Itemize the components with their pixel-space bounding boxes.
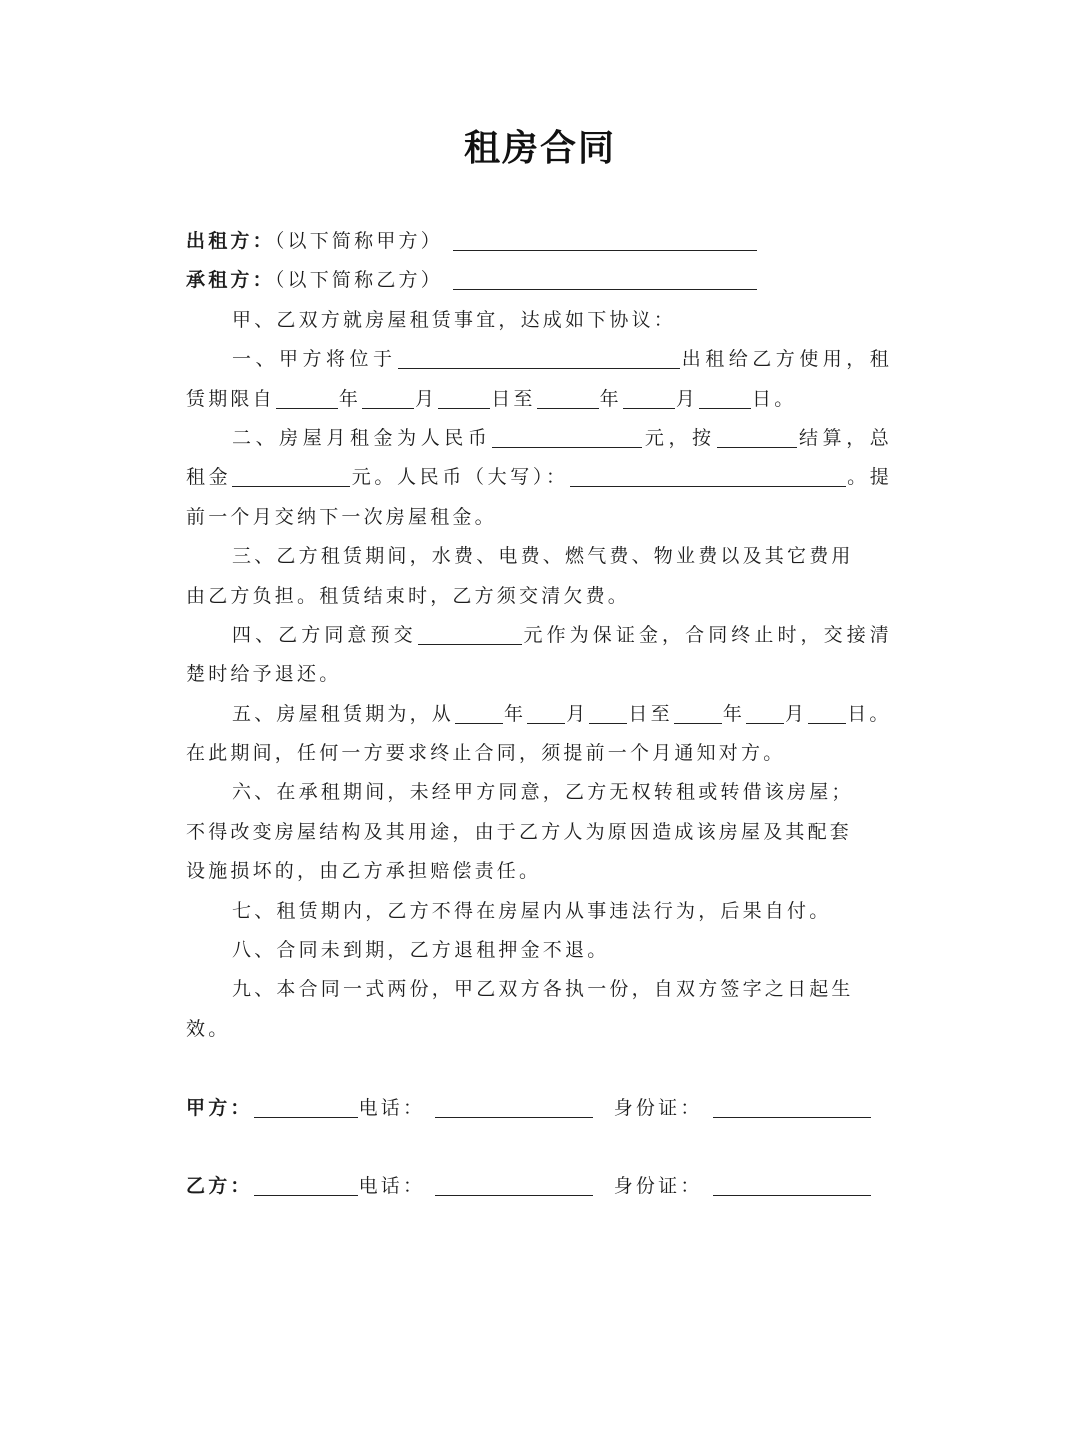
property-address-blank: [398, 350, 680, 369]
clause-5-line-2: 在此期间，任何一方要求终止合同，须提前一个月通知对方。: [186, 742, 786, 765]
clause-1-text-a: 一、甲方将位于: [232, 348, 397, 371]
day-to-label: 日至: [491, 387, 536, 410]
clause-9-line-1: 九、本合同一式两份，甲乙双方各执一份，自双方签字之日起生: [232, 978, 854, 1001]
clause-2-text-c: 结算，总: [797, 426, 892, 449]
party-b-phone-blank: [435, 1177, 593, 1196]
clause-1-line-1: [186, 340, 892, 379]
end-day-blank: [699, 390, 751, 409]
total-rent-words-blank: [570, 468, 846, 487]
party-b-id-blank: [713, 1177, 871, 1196]
party-a-name-blank: [254, 1099, 358, 1118]
party-b-name-blank: [254, 1177, 358, 1196]
start-month-blank: [362, 390, 414, 409]
clause-1-text-b: 出租给乙方使用，租: [680, 348, 892, 371]
party-a-id-blank: [713, 1099, 871, 1118]
clause-6-line-3: 设施损坏的，由乙方承担赔偿责任。: [186, 860, 542, 883]
party-a-phone-label: 电话：: [358, 1097, 426, 1119]
clause-4-line-2: 楚时给予退还。: [186, 663, 342, 686]
day-end-label: 日。: [847, 702, 892, 725]
clause-2-text-f: 。提: [846, 466, 892, 489]
period-end-day-blank: [808, 705, 846, 724]
clause-1-line-2: [186, 380, 892, 419]
clause-2-text-e: 元。人民币（大写）：: [351, 466, 569, 489]
party-b-phone-label: 电话：: [358, 1175, 426, 1197]
end-year-blank: [537, 390, 599, 409]
lessee-note: （以下简称乙方）: [274, 269, 443, 292]
period-start-month-blank: [527, 705, 565, 724]
clause-4-line-1: [186, 616, 892, 655]
clause-3-line-2: 由乙方负担。租赁结束时，乙方须交清欠费。: [186, 584, 631, 607]
contract-body: [186, 222, 892, 1049]
settlement-blank: [717, 429, 797, 448]
month-label: 月: [415, 387, 438, 410]
lessor-line: [186, 222, 892, 261]
lessor-note: （以下简称甲方）: [274, 230, 443, 252]
clause-2-text-b: 元，按: [643, 426, 716, 449]
clause-2-text-d: 租金: [186, 466, 232, 489]
year-label: 年: [338, 387, 362, 410]
party-a-phone-blank: [435, 1099, 593, 1118]
party-b-signature-row: [186, 1166, 892, 1206]
clause-3-line-1: 三、乙方租赁期间，水费、电费、燃气费、物业费以及其它费用: [232, 545, 854, 568]
lessee-name-blank: [453, 271, 757, 290]
party-b-label: 乙方：: [186, 1175, 253, 1197]
clause-5-text-a: 五、房屋租赁期为，从: [232, 702, 455, 725]
period-start-day-blank: [589, 705, 627, 724]
day-to-label: 日至: [628, 702, 673, 725]
end-month-blank: [623, 390, 675, 409]
party-a-signature-row: [186, 1088, 892, 1128]
lessor-name-blank: [453, 232, 757, 251]
clause-2-line-1: [186, 419, 892, 458]
clause-2-line-3: 前一个月交纳下一次房屋租金。: [186, 505, 497, 528]
party-b-id-label: 身份证：: [613, 1175, 703, 1197]
start-day-blank: [438, 390, 490, 409]
month-label: 月: [785, 702, 808, 725]
page-title: 租房合同: [463, 128, 616, 169]
clause-7-line: 七、租赁期内，乙方不得在房屋内从事违法行为，后果自付。: [232, 899, 832, 922]
clause-2-text-a: 二、房屋月租金为人民币: [232, 426, 492, 449]
clause-5-line-1: [186, 695, 892, 734]
clause-6-line-1: 六、在承租期间，未经甲方同意，乙方无权转租或转借该房屋；: [232, 781, 854, 804]
period-start-year-blank: [455, 705, 503, 724]
year-label: 年: [722, 702, 746, 725]
year-label: 年: [599, 387, 622, 410]
clause-2-line-2: [186, 458, 892, 497]
clause-6-line-2: 不得改变房屋结构及其用途，由于乙方人为原因造成该房屋及其配套: [186, 820, 853, 843]
clause-1-text-c: 赁期限自: [186, 387, 275, 410]
monthly-rent-blank: [492, 429, 642, 448]
lessee-label: 承租方：: [186, 269, 275, 292]
clause-9-line-2: 效。: [186, 1017, 231, 1040]
clause-8-line: 八、合同未到期，乙方退租押金不退。: [232, 939, 610, 962]
lessee-line: [186, 261, 892, 300]
day-end-label: 日。: [752, 387, 797, 410]
deposit-blank: [418, 626, 522, 645]
party-a-id-label: 身份证：: [613, 1097, 703, 1119]
start-year-blank: [276, 390, 338, 409]
period-end-year-blank: [674, 705, 722, 724]
total-rent-blank: [232, 468, 350, 487]
clause-4-text-a: 四、乙方同意预交: [232, 623, 417, 646]
month-label: 月: [566, 702, 589, 725]
lessor-label: 出租方：: [186, 230, 275, 252]
month-label: 月: [675, 387, 699, 410]
intro-line: 甲、乙双方就房屋租赁事宜，达成如下协议：: [232, 308, 677, 331]
period-end-month-blank: [746, 705, 784, 724]
clause-4-text-b: 元作为保证金，合同终止时，交接清: [522, 623, 892, 646]
year-label: 年: [504, 702, 527, 725]
party-a-label: 甲方：: [186, 1097, 253, 1119]
